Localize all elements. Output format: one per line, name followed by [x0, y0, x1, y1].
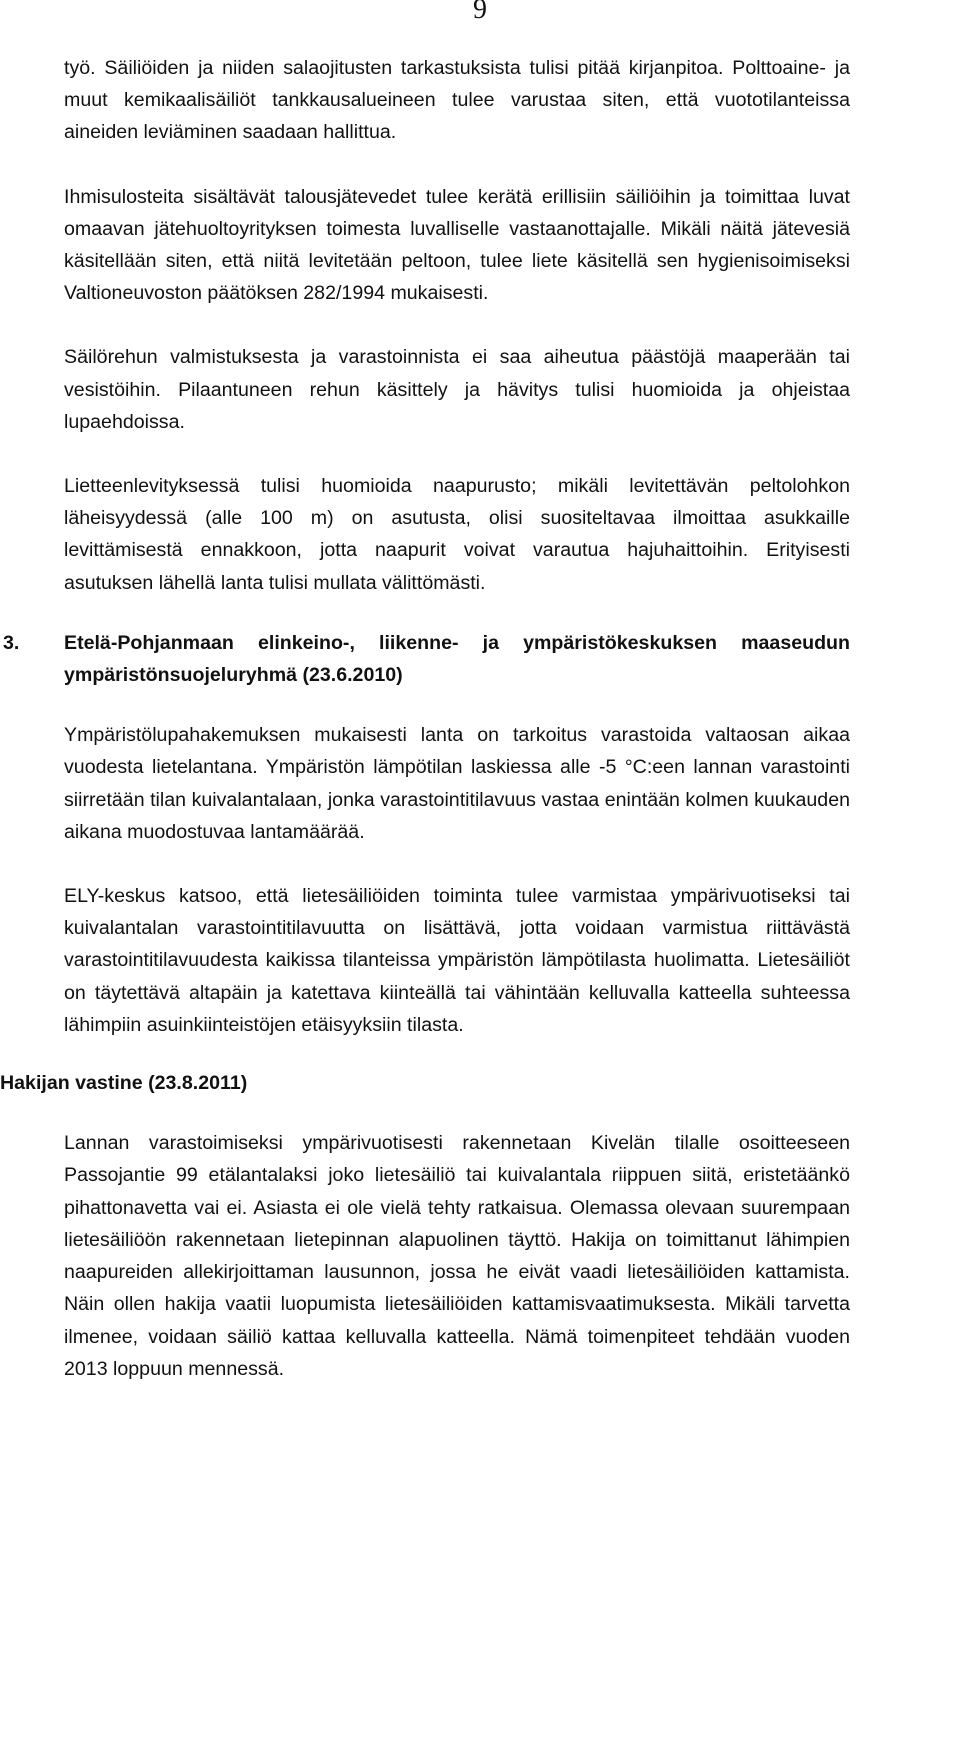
paragraph-slurry-spreading: Lietteenlevityksessä tulisi huomioida naapurusto; mikäli levitettävän peltolohkon läheisyydessä (alle 100 m) on asutusta, olisi suositeltavaa ilmoittaa asukkaille levittämisestä ennakkoon, jotta naapurit voivat varautua hajuhaittoihin. Erityisesti asutuksen lähellä lanta tulisi mullata välittömästi. [64, 475, 850, 594]
section-heading-3 [3, 627, 850, 691]
response-heading: Hakijan vastine (23.8.2011) [0, 1072, 248, 1095]
section-number: 3. [3, 631, 20, 654]
page-number: 9 [473, 0, 487, 25]
paragraph-silage: Säilörehun valmistuksesta ja varastoinnista ei saa aiheutua päästöjä maaperään tai vesistöihin. Pilaantuneen rehun käsittely ja hävitys tulisi huomioida ja ohjeistaa lupaehdoissa. [64, 346, 850, 433]
paragraph-tank-inspection: työ. Säiliöiden ja niiden salaojitusten tarkastuksista tulisi pitää kirjanpitoa. Polttoaine- ja muut kemikaalisäiliöt tankkausalueineen tulee varustaa siten, että vuototilanteissa aineiden leviäminen saadaan hallittua. [64, 57, 850, 144]
paragraph-ely-opinion: ELY-keskus katsoo, että lietesäiliöiden toiminta tulee varmistaa ympärivuotiseksi tai kuivalantalan varastointitilavuutta on lisättävä, jotta voidaan varmistua riittävästä varastointitilavuudesta kaikissa tilanteissa ympäristön lämpötilasta huolimatta. Lietesäiliöt on täytettävä altapäin ja katettava kiinteällä tai vähintään kelluvalla katteella suhteessa lähimpiin asuinkiinteistöjen etäisyyksiin tilasta. [64, 885, 850, 1036]
section-title: Etelä-Pohjanmaan elinkeino-, liikenne- ja ympäristökeskuksen maaseudun ympäristönsuojeluryhmä (23.6.2010) [64, 631, 850, 687]
paragraph-wastewater: Ihmisulosteita sisältävät talousjätevedet tulee kerätä erillisiin säiliöihin ja toimittaa luvat omaavan jätehuoltoyrityksen toimesta luvalliselle vastaanottajalle. Mikäli näitä jätevesiä käsitellään siten, että niitä levitetään peltoon, tulee liete käsitellä sen hygienisoimiseksi Valtioneuvoston päätöksen 282/1994 mukaisesti. [64, 185, 850, 305]
paragraph-applicant-response: Lannan varastoimiseksi ympärivuotisesti rakennetaan Kivelän tilalle osoitteeseen Passojantie 99 etälantalaksi joko lietesäiliö tai kuivalantala riippuen siitä, eristetäänkö pihattonavetta vai ei. Asiasta ei ole vielä tehty ratkaisua. Olemassa olevaan suurempaan lietesäiliöön rakennetaan lietepinnan alapuolinen täyttö. Hakija on toimittanut lähimpien naapureiden allekirjoittaman lausunnon, jossa he eivät vaadi lietesäiliöiden kattamista. Näin ollen hakija vaatii luopumista lietesäiliöiden kattamisvaatimuksesta. Mikäli tarvetta ilmenee, voidaan säiliö kattaa kelluvalla katteella. Nämä toimenpiteet tehdään vuoden 2013 loppuun mennessä. [64, 1132, 850, 1380]
paragraph-manure-storage: Ympäristölupahakemuksen mukaisesti lanta on tarkoitus varastoida valtaosan aikaa vuodesta lietelantana. Ympäristön lämpötilan laskiessa alle -5 °C:een lannan varastointi siirretään tilan kuivalantalaan, jonka varastointitilavuus vastaa enintään kolmen kuukauden aikana muodostuvaa lantamäärää. [64, 724, 850, 843]
document-body [0, 52, 850, 1385]
